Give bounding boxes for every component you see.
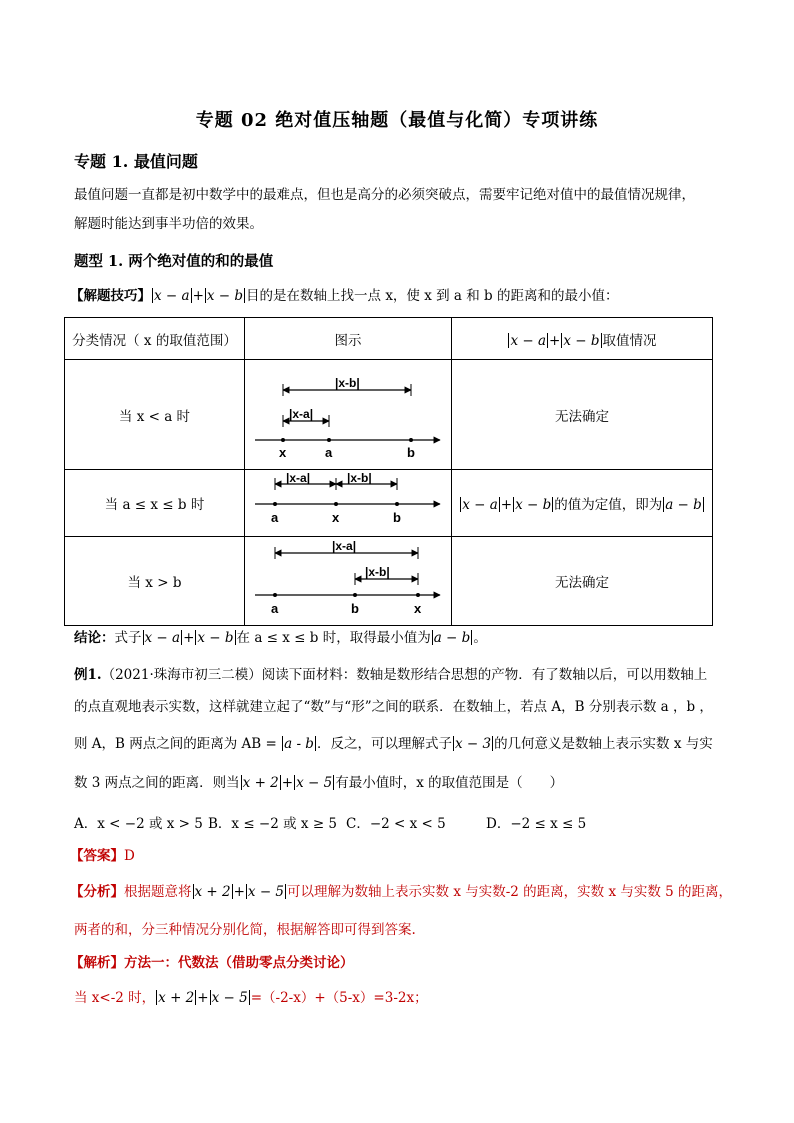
diagram-cell	[245, 537, 452, 626]
option-a: A．x < −2 或 x > 5	[74, 816, 203, 832]
example-line-1: 例1.（2021·珠海市初三二模）阅读下面材料：数轴是数形结合思想的产物．有了数轴以后，可以用数轴上	[74, 667, 708, 683]
example-line-4: 数 3 两点之间的距离．则当 x + 2 + x − 5 有最小值时，x 的取值范围是（ ）	[74, 775, 564, 791]
result-cell: x − a + x − b 的值为定值，即为 a − b	[452, 470, 713, 537]
point-label: a	[325, 445, 333, 460]
label-x-b: |x-b|	[347, 471, 372, 485]
number-line-diagram	[245, 537, 451, 621]
technique-paragraph: 【解题技巧】 x − a + x − b 目的是在数轴上找一点 x，使 x 到 a 和 b 的距离和的最小值：	[70, 288, 619, 304]
case-cell: 当 x < a 时	[65, 360, 245, 470]
label-x-a: |x-a|	[332, 539, 357, 553]
point-label: a	[271, 510, 279, 525]
header-diagram: 图示	[245, 318, 452, 360]
result-cell: 无法确定	[452, 537, 713, 626]
point-label: x	[414, 601, 422, 616]
section-heading: 专题 1. 最值问题	[74, 152, 198, 171]
intro-line-2: 解题时能达到事半功倍的效果。	[74, 216, 263, 232]
point-label: x	[332, 510, 340, 525]
point-label: a	[271, 601, 279, 616]
case-cell: 当 x > b	[65, 537, 245, 626]
number-line-diagram	[245, 360, 451, 465]
option-c: C．−2 < x < 5	[346, 816, 446, 832]
classification-table	[64, 317, 713, 626]
header-value: x − a + x − b 取值情况	[452, 318, 713, 360]
case-cell: 当 a ≤ x ≤ b 时	[65, 470, 245, 537]
option-b: B．x ≤ −2 或 x ≥ 5	[208, 816, 338, 832]
table-row	[65, 360, 713, 470]
label-x-b: |x-b|	[365, 565, 390, 579]
number-line-diagram	[245, 470, 451, 532]
point-label: x	[279, 445, 287, 460]
table-header-row	[65, 318, 713, 360]
example-line-3: 则 A，B 两点之间的距离为 AB = a - b ．反之，可以理解式子 x − 3 的几何意义是数轴上表示实数 x 与实	[74, 736, 713, 752]
label-x-b: |x-b|	[335, 376, 360, 390]
answer-line: 【答案】D	[70, 848, 135, 864]
label-x-a: |x-a|	[289, 407, 314, 421]
diagram-cell	[245, 360, 452, 470]
technique-label: 【解题技巧】	[70, 288, 151, 304]
analysis-line-2: 两者的和，分三种情况分别化简，根据解答即可得到答案.	[74, 922, 416, 938]
conclusion-line: 结论：式子 x − a + x − b 在 a ≤ x ≤ b 时，取得最小值为 a − b 。	[74, 630, 487, 646]
solution-heading: 【解析】方法一：代数法（借助零点分类讨论）	[70, 955, 354, 971]
table-row	[65, 537, 713, 626]
page-title: 专题 02 绝对值压轴题（最值与化简）专项讲练	[195, 110, 599, 131]
point-label: b	[393, 510, 401, 525]
example-line-2: 的点直观地表示实数，这样就建立起了“数”与“形”之间的联系．在数轴上，若点 A，B 分别表示数 a ，b ，	[74, 699, 713, 715]
header-case: 分类情况（ x 的取值范围）	[65, 318, 245, 360]
type-heading: 题型 1. 两个绝对值的和的最值	[74, 253, 274, 270]
point-label: b	[351, 601, 359, 616]
analysis-line-1: 【分析】根据题意将 x + 2 + x − 5 可以理解为数轴上表示实数 x 与实数-2 的距离，实数 x 与实数 5 的距离，	[70, 884, 733, 900]
table-row	[65, 470, 713, 537]
point-label: b	[407, 445, 415, 460]
intro-line-1: 最值问题一直都是初中数学中的最难点，但也是高分的必须突破点，需要牢记绝对值中的最值情况规律，	[74, 187, 695, 203]
solution-line-1: 当 x<-2 时， x + 2 + x − 5 =（-2-x）+（5-x）=3-2x；	[74, 990, 428, 1006]
result-cell: 无法确定	[452, 360, 713, 470]
label-x-a: |x-a|	[286, 471, 311, 485]
diagram-cell	[245, 470, 452, 537]
option-d: D．−2 ≤ x ≤ 5	[486, 816, 587, 832]
